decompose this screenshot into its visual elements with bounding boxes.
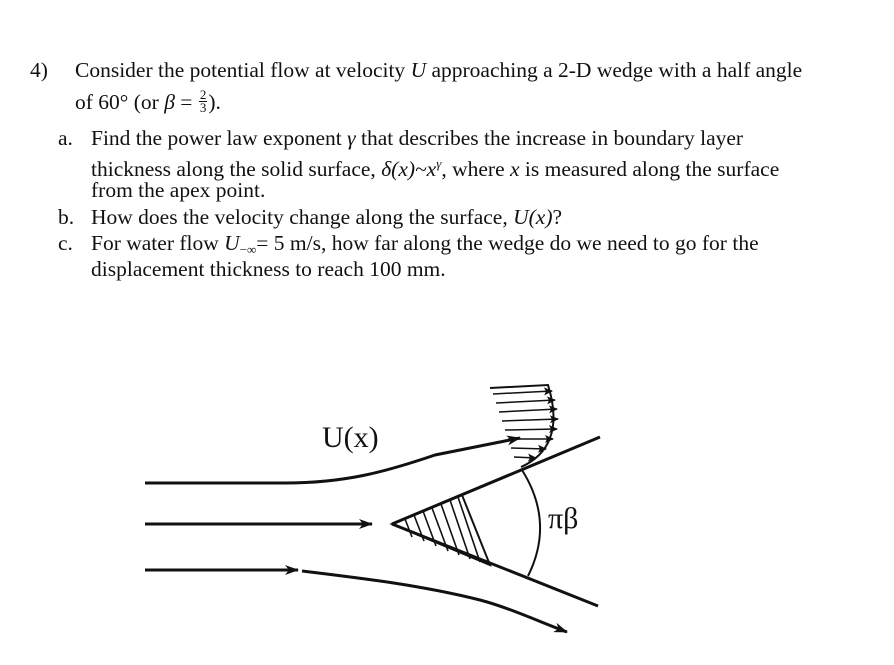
part-c-text: For water flow [91, 231, 219, 255]
part-a-text-rest: that describes the increase in boundary layer [361, 126, 744, 150]
velocity-function: U(x) [513, 205, 553, 229]
freestream-subscript: −∞ [239, 242, 257, 257]
problem-number: 4) [30, 58, 48, 82]
part-b-label: b. [58, 205, 75, 229]
equals-sign: = [180, 90, 193, 114]
boundary-layer-profile [490, 385, 554, 467]
problem-text-2: of 60° (or [75, 90, 159, 114]
part-b-text: How does the velocity change along the surface, [91, 205, 508, 229]
question-mark: ? [552, 205, 563, 229]
part-a-text-mid: , where [441, 157, 505, 181]
delta-expression: δ(x)~x [381, 157, 437, 181]
fraction-denominator: 3 [199, 99, 207, 115]
fraction-numerator: 2 [199, 86, 207, 102]
problem-text: Consider the potential flow at velocity [75, 58, 406, 82]
part-c-line-2: displacement thickness to reach 100 mm. [91, 257, 446, 281]
part-c-label: c. [58, 231, 73, 255]
part-a-label: a. [58, 126, 73, 150]
velocity-symbol: U [410, 58, 427, 82]
profile-arrows [493, 391, 558, 458]
part-c-text-rest: = 5 m/s, how far along the wedge do we need to go for the [256, 231, 759, 255]
freestream-velocity-symbol: U [224, 231, 240, 255]
velocity-label: U(x) [322, 421, 379, 454]
exponent-symbol: γ [436, 156, 442, 171]
part-a-text: Find the power law exponent [91, 126, 342, 150]
part-a-text-2: thickness along the solid surface, [91, 157, 376, 181]
wedge-angle-arc [522, 470, 540, 576]
problem-text-close: ). [208, 90, 221, 114]
part-a-text-end: is measured along the surface [524, 157, 780, 181]
beta-symbol: β [164, 90, 175, 114]
part-a-line-3: from the apex point. [91, 178, 266, 202]
wedge-hatching [405, 497, 480, 562]
gamma-symbol: γ [347, 126, 356, 150]
problem-text-rest: approaching a 2-D wedge with a half angle [431, 58, 803, 82]
lower-streamline-outgoing [302, 571, 567, 632]
x-symbol: x [510, 157, 520, 181]
angle-label: πβ [548, 502, 579, 535]
